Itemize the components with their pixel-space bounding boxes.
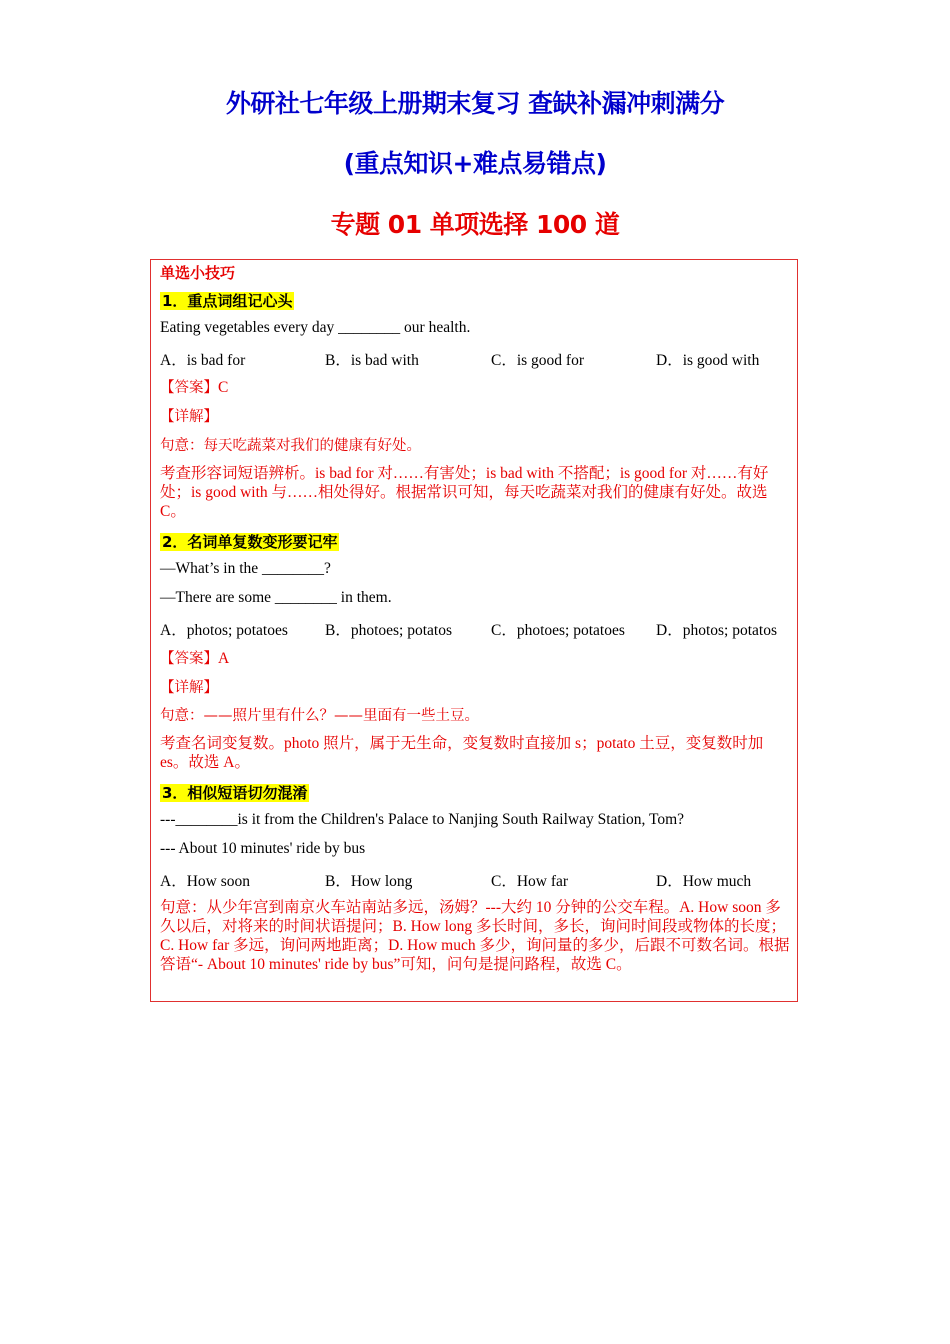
q2-heading: 2．名词单复数变形要记牢 (162, 533, 338, 551)
topic-title: 专题 01 单项选择 100 道 (330, 210, 620, 239)
q2-analysis: 考查名词变复数。photo 照片，属于无生命，变复数时直接加 s；potato 土豆，变复数时加 es。故选 A。 (160, 735, 764, 771)
q1-option-a: A．is bad for (160, 352, 246, 369)
q2-option-c: C．photoes; potatoes (491, 622, 625, 639)
q1-option-c: C．is good for (491, 352, 585, 369)
q3-option-a: A．How soon (160, 873, 250, 890)
q2-meaning: 句意：——照片里有什么？——里面有一些土豆。 (160, 708, 479, 724)
q2-option-b: B．photoes; potatos (325, 622, 453, 639)
q1-meaning: 句意：每天吃蔬菜对我们的健康有好处。 (160, 438, 421, 454)
q1-question: Eating vegetables every day ________ our health. (160, 319, 471, 336)
tips-header: 单选小技巧 (160, 264, 236, 282)
q2-detail-label: 【详解】 (160, 680, 218, 696)
q3-option-b: B．How long (325, 873, 413, 890)
q3-option-c: C．How far (491, 873, 569, 890)
q1-heading: 1．重点词组记心头 (162, 292, 293, 310)
q1-answer: 【答案】C (160, 379, 229, 396)
q3-option-d: D．How much (656, 873, 752, 890)
q3-question-1: ---________is it from the Children's Palace to Nanjing South Railway Station, Tom? (160, 811, 685, 828)
q2-option-d: D．photos; potatos (656, 622, 777, 639)
q2-answer: 【答案】A (160, 650, 230, 667)
q3-question-2: --- About 10 minutes' ride by bus (160, 840, 366, 857)
q2-option-a: A．photos; potatoes (160, 622, 288, 639)
q1-option-b: B．is bad with (325, 352, 419, 369)
q3-heading: 3．相似短语切勿混淆 (162, 784, 308, 802)
document-subtitle: (重点知识+难点易错点) (343, 149, 607, 178)
q1-analysis: 考查形容词短语辨析。is bad for 对……有害处；is bad with 不搭配；is good for 对……有好处；is good with 与……相处得好。根据常识可知，每天吃蔬菜对我们的健康有好处。故选 C。 (160, 465, 769, 520)
document-title: 外研社七年级上册期末复习 查缺补漏冲刺满分 (225, 89, 725, 118)
q3-analysis: 句意：从少年宫到南京火车站南站多远，汤姆？---大约 10 分钟的公交车程。A. How soon 多久以后，对将来的时间状语提问；B. How long 多长时间，多长，询问时间段或物体的长度；C. How far 多远，询问两地距离；D. How much 多少，询问量的多少，后跟不可数名词。根据答语“- About 10 minutes' ride by bus”可知，问句是提问路程，故选 C。 (160, 899, 790, 973)
q2-question-2: —There are some ________ in them. (160, 589, 392, 606)
q1-detail-label: 【详解】 (160, 409, 218, 425)
q1-option-d: D．is good with (656, 352, 760, 369)
q2-question-1: —What’s in the ________? (160, 560, 331, 577)
